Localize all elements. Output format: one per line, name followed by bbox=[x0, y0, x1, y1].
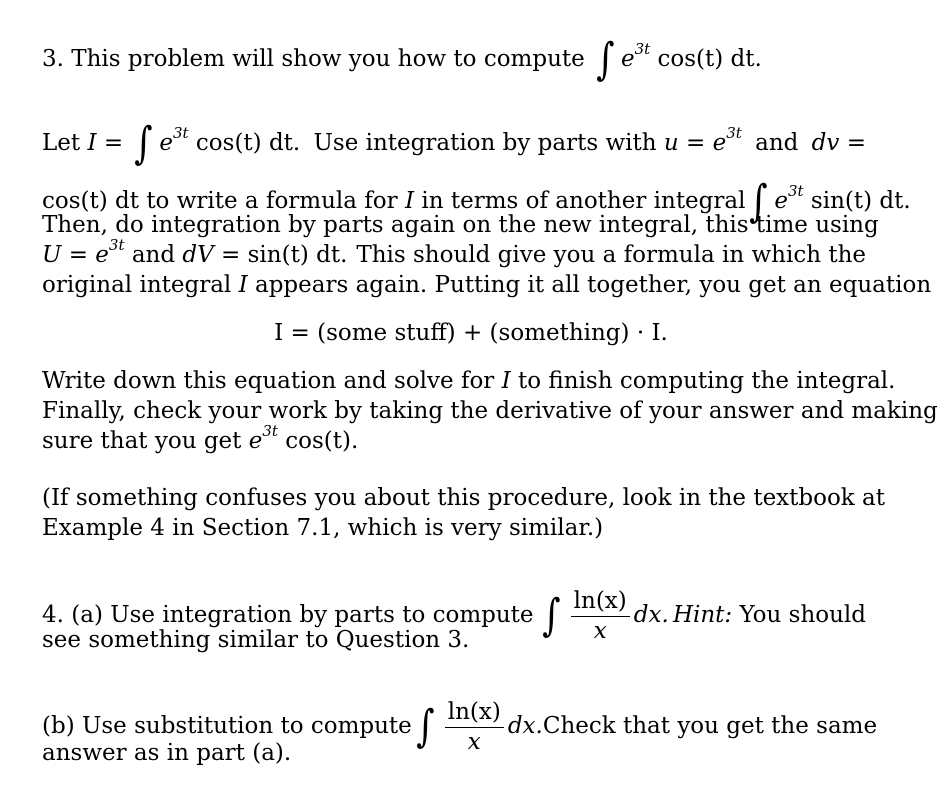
math-rest: cos(t) dt. bbox=[195, 130, 301, 156]
text: Finally, check your work by taking the derivative of your answer and making bbox=[42, 398, 938, 424]
line3-right bbox=[745, 172, 911, 227]
q3-line-6 bbox=[42, 272, 932, 298]
math-exponent: 3t bbox=[173, 124, 189, 143]
q4b-math bbox=[412, 697, 543, 754]
math-sin-dt: sin(t) dt. bbox=[247, 242, 348, 268]
integral-sign: ∫ bbox=[542, 590, 561, 641]
text: to finish computing the integral. bbox=[518, 368, 896, 394]
line6 bbox=[42, 274, 931, 297]
q3-line-9 bbox=[42, 422, 359, 454]
math-cos: cos(t). bbox=[285, 428, 359, 454]
equals: = bbox=[221, 242, 241, 268]
equals: = bbox=[68, 242, 88, 268]
q3-line-5 bbox=[42, 236, 866, 268]
integral-sign: ∫ bbox=[596, 34, 615, 85]
math-exponent: 3t bbox=[634, 40, 651, 59]
math-e: e bbox=[774, 188, 789, 214]
hint bbox=[673, 604, 866, 627]
text: to write a formula for bbox=[146, 188, 398, 214]
equation: I = (some stuff) + (something) · I. bbox=[274, 320, 668, 346]
after-group bbox=[313, 124, 742, 156]
text: in terms of another integral bbox=[421, 188, 746, 214]
line7 bbox=[42, 370, 895, 393]
var-I: I bbox=[238, 272, 248, 298]
dv-group bbox=[812, 132, 866, 155]
text: This should give you a formula in which the bbox=[356, 242, 866, 268]
hint-label: Hint: bbox=[672, 602, 733, 628]
note-line-1 bbox=[42, 485, 886, 511]
text: Write down this equation and solve for bbox=[42, 368, 495, 394]
math-e: e bbox=[95, 242, 109, 268]
math-exponent: 3t bbox=[262, 422, 278, 441]
q3-intro: This problem will show you how to compute bbox=[71, 46, 585, 72]
let-word: Let bbox=[42, 130, 81, 156]
line3-left bbox=[42, 190, 745, 213]
let-group bbox=[42, 114, 301, 169]
fraction-denominator: x bbox=[467, 728, 481, 755]
text: sure that you get bbox=[42, 428, 242, 454]
q3-line-4 bbox=[42, 212, 879, 238]
math-exponent: 3t bbox=[726, 124, 742, 143]
math-e: e bbox=[248, 428, 263, 454]
math-exponent: 3t bbox=[788, 182, 804, 201]
q3-line-8 bbox=[42, 398, 938, 424]
var-I: I bbox=[87, 130, 97, 156]
q3-heading bbox=[42, 30, 762, 85]
text: appears again. Putting it all together, you get an equation bbox=[255, 272, 932, 298]
var-I: I bbox=[404, 188, 415, 214]
q3-line-7 bbox=[42, 368, 896, 394]
integral-sign: ∫ bbox=[416, 701, 435, 752]
fraction bbox=[571, 589, 630, 642]
var-I: I bbox=[501, 368, 511, 394]
math-sin-dt: sin(t) dt. bbox=[810, 188, 911, 214]
var-dV: dV bbox=[182, 242, 214, 268]
text: Use substitution to compute bbox=[81, 713, 412, 739]
q4a-math bbox=[538, 586, 669, 643]
math-exponent: 3t bbox=[108, 236, 125, 255]
math-cos-dt: cos(t) dt bbox=[42, 188, 139, 214]
hint-text: You should bbox=[739, 602, 866, 628]
q3-number: 3. bbox=[42, 46, 64, 72]
part-a-label: (a) bbox=[71, 602, 103, 628]
text: Use integration by parts to compute bbox=[110, 602, 534, 628]
var-dv: dv bbox=[811, 130, 840, 156]
text: Check that you get the same bbox=[542, 713, 878, 739]
text: original integral bbox=[42, 272, 232, 298]
and-word: and bbox=[131, 242, 176, 268]
integral-sign: ∫ bbox=[749, 176, 769, 227]
math-e: e bbox=[159, 130, 174, 156]
equals: = bbox=[103, 130, 124, 156]
var-u: u bbox=[663, 130, 679, 156]
math-rest: cos(t) dt. bbox=[657, 46, 762, 72]
q4b-left bbox=[42, 715, 412, 738]
math-e: e bbox=[712, 130, 727, 156]
var-U: U bbox=[42, 242, 62, 268]
equals: = bbox=[686, 130, 706, 156]
fraction-denominator: x bbox=[593, 617, 607, 644]
note-line-2: Example 4 in Section 7.1, which is very similar.) bbox=[42, 515, 604, 541]
fraction-numerator: ln(x) bbox=[571, 589, 630, 616]
integral-sign: ∫ bbox=[134, 118, 154, 169]
part-b-label: (b) bbox=[42, 713, 75, 739]
math-dx: dx. bbox=[507, 713, 543, 739]
q4b-line-2: answer as in part (a). bbox=[42, 740, 292, 766]
fraction bbox=[445, 700, 504, 753]
math-dx: dx. bbox=[633, 602, 669, 628]
and-word: and bbox=[755, 130, 799, 156]
q3-line-let bbox=[42, 114, 866, 169]
q4a-left bbox=[42, 604, 534, 627]
text: (If something confuses you about this procedure, look in the textbook at bbox=[42, 485, 886, 511]
equals: = bbox=[846, 130, 866, 156]
q4a-line-2: see something similar to Question 3. bbox=[42, 627, 470, 653]
text: Use integration by parts with bbox=[313, 130, 657, 156]
q4-number: 4. bbox=[42, 602, 64, 628]
math-e: e bbox=[621, 46, 635, 72]
fraction-numerator: ln(x) bbox=[445, 700, 504, 727]
line5-left bbox=[42, 236, 348, 268]
text: Then, do integration by parts again on the new integral, this time using bbox=[42, 212, 879, 238]
